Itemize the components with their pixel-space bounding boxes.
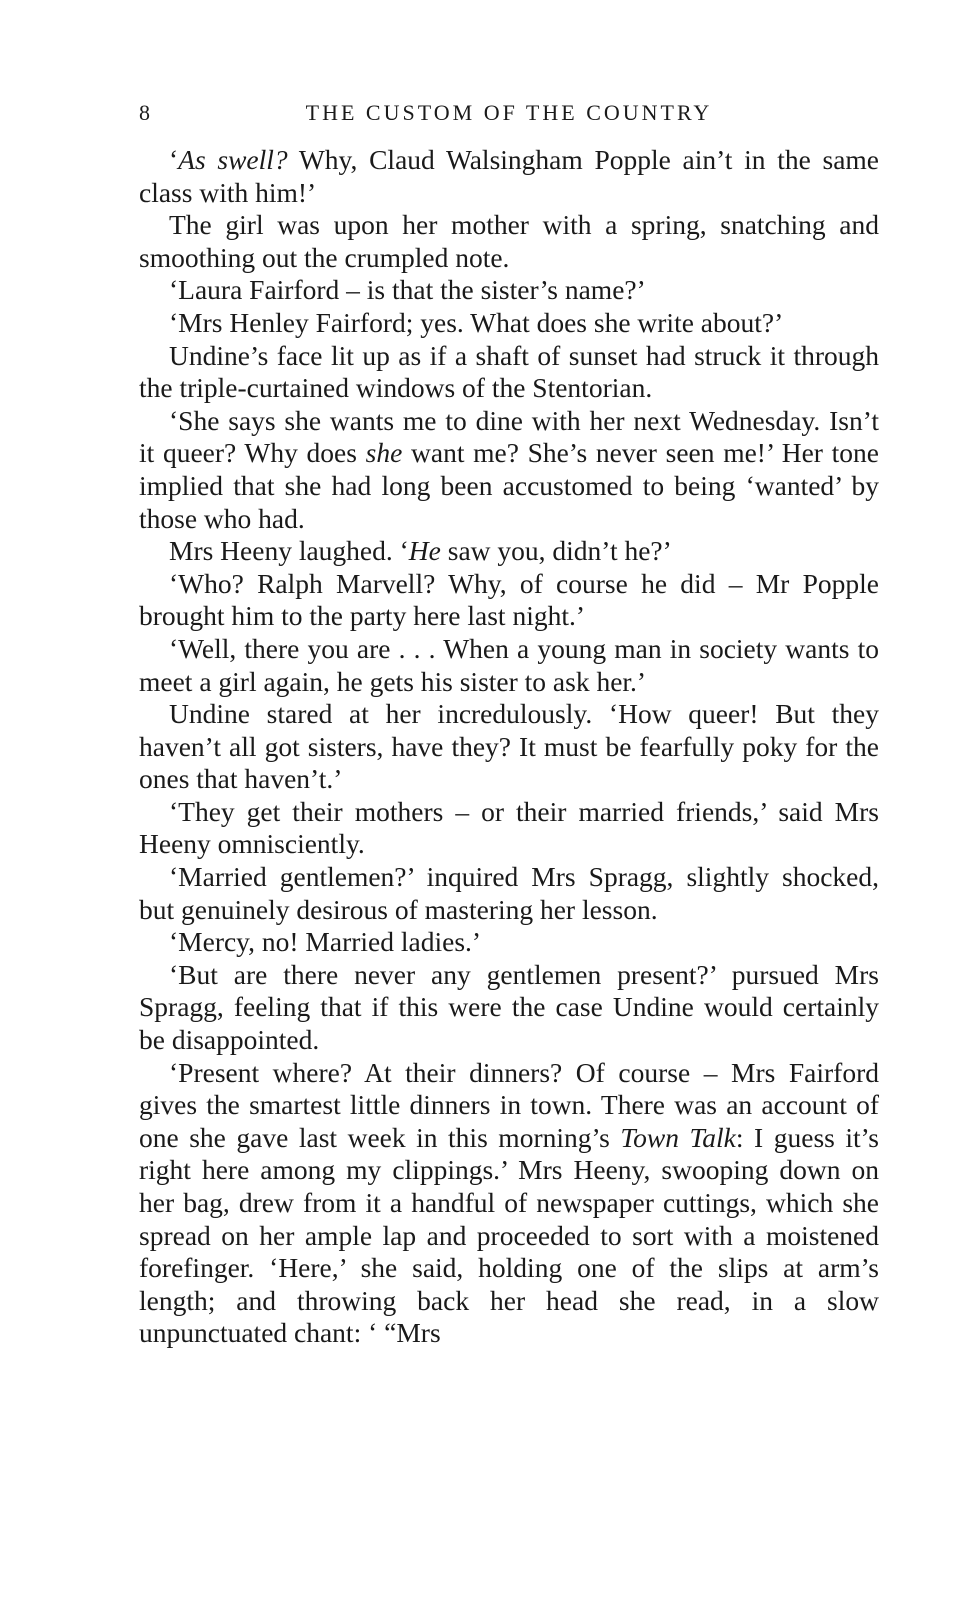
text-segment: The girl was upon her mother with a spring, snatching and smoothing out the crumpled note. [139,209,879,273]
italic-text: As swell? [178,144,288,175]
text-segment: ‘They get their mothers – or their married friends,’ said Mrs Heeny omnisciently. [139,795,879,860]
italic-text: He [408,535,441,567]
paragraph [139,209,879,274]
text-segment: Why, Claud Walsingham Popple ain’t in the same class with him!’ [139,144,880,208]
text-segment: saw you, didn’t he?’ [440,535,672,567]
text-segment: Undine stared at her incredulously. ‘How queer! But they haven’t all got sisters, have they? It must be fearfully poky for the ones that haven’t.’ [139,698,879,795]
running-title: THE CUSTOM OF THE COUNTRY [305,100,713,125]
text-segment: ‘Mercy, no! Married ladies.’ [169,926,482,958]
text-segment: ‘Well, there you are . . . When a young man in society wants to meet a girl again, he gets his sister to ask her.’ [139,632,879,697]
text-segment: : I guess it’s right here among my clippings.’ Mrs Heeny, swooping down on her bag, drew from it a handful of newspaper cuttings, which she spread on her ample lap and proceeded to sort with a moistened forefinger. ‘Here,’ she said, holding one of the slips at arm’s length; and throwing back her head she read, in a slow unpunctuated chant: ‘ “Mrs [139,1121,880,1349]
text-segment: ‘Present where? At their dinners? Of course – Mrs Fairford gives the smartest little dinners in town. There was an account of one she gave last week in this morning’s [139,1056,879,1153]
paragraph [139,1057,879,1350]
text-segment: ‘She says she wants me to dine with her next Wednesday. Isn’t it queer? Why does [139,404,879,469]
paragraph [139,535,879,568]
text-segment: Undine’s face lit up as if a shaft of sunset had struck it through the triple-curtained windows of the Stentorian. [139,339,879,404]
text-segment: ‘Mrs Henley Fairford; yes. What does she write about?’ [169,306,784,338]
paragraph [139,633,879,698]
paragraph [139,698,879,796]
italic-text: she [365,437,403,469]
paragraph [139,340,879,405]
paragraph [139,926,879,959]
paragraph [139,796,879,861]
page-header [139,100,879,134]
text-segment: Mrs Heeny laughed. ‘ [169,535,409,567]
text-segment: ‘But are there never any gentlemen present?’ pursued Mrs Spragg, feeling that if this were the case Undine would certainly be disappointed. [139,958,879,1056]
text-segment: ‘Laura Fairford – is that the sister’s name?’ [169,274,646,306]
text-segment: ‘Married gentlemen?’ inquired Mrs Spragg, slightly shocked, but genuinely desirous of mastering her lesson. [139,861,879,925]
paragraph [139,144,879,209]
paragraph [139,861,879,926]
paragraph [139,307,879,340]
page-number: 8 [139,100,151,125]
italic-text: Town Talk [620,1121,736,1153]
paragraph [139,568,879,633]
body-text [139,144,879,1350]
paragraph [139,274,879,307]
text-segment: want me? She’s never seen me!’ Her tone implied that she had long been accustomed to being ‘wanted’ by those who had. [139,437,879,534]
paragraph [139,959,879,1057]
text-segment: ‘ [169,144,179,175]
paragraph [139,405,879,535]
text-segment: ‘Who? Ralph Marvell? Why, of course he did – Mr Popple brought him to the party here last night.’ [139,567,879,632]
